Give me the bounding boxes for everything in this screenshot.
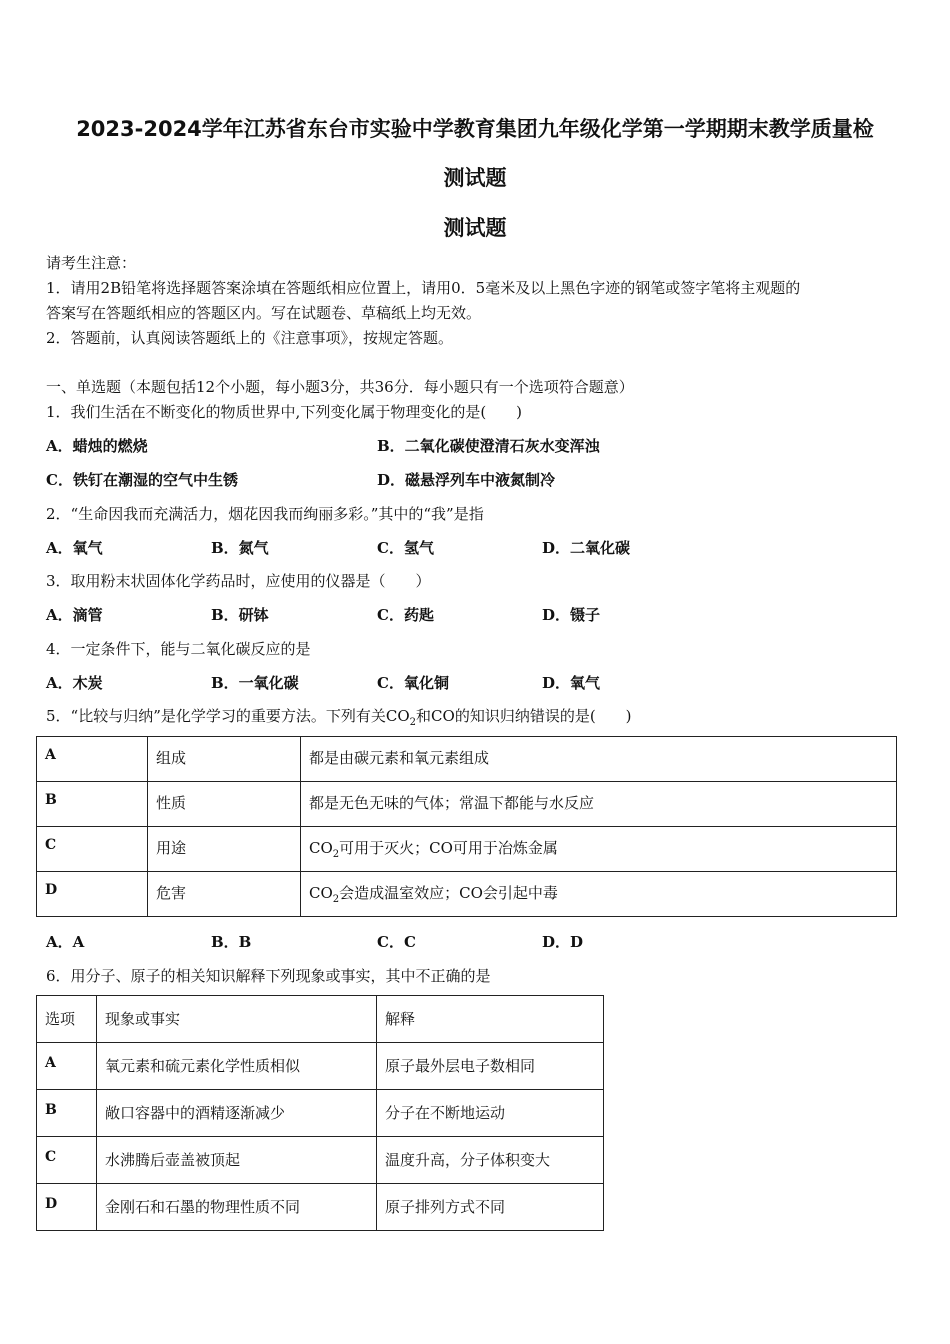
q6-header-phenomenon: 现象或事实 <box>97 996 377 1043</box>
q3-option-b: B．研钵 <box>211 606 269 624</box>
q2-option-c: C．氢气 <box>377 539 434 557</box>
table-row <box>37 872 897 917</box>
q3-option-a: A．滴管 <box>46 606 103 624</box>
q1-option-b: B．二氧化碳使澄清石灰水变浑浊 <box>377 437 600 455</box>
q4-option-a: A．木炭 <box>46 674 103 692</box>
table-row <box>37 827 897 872</box>
q4-option-d: D．氧气 <box>542 674 601 692</box>
q5-row-topic: 危害 <box>148 872 301 917</box>
notice-item-2: 2．答题前，认真阅读答题纸上的《注意事项》，按规定答题。 <box>46 329 454 347</box>
table-row <box>37 737 897 782</box>
q6-row-label: C <box>37 1137 97 1184</box>
exam-title-line2: 测试题 <box>443 166 507 190</box>
notice-item-1a: 1．请用2B铅笔将选择题答案涂填在答题纸相应位置上，请用0．5毫米及以上黑色字迹的钢笔或签字笔将主观题的 <box>46 279 801 297</box>
q1-option-c: C．铁钉在潮湿的空气中生锈 <box>46 471 238 489</box>
exam-subtitle: 测试题 <box>443 216 507 240</box>
q5-row-statement: $CO_2$会造成温室效应；CO会引起中毒 <box>301 872 897 917</box>
q5-option-a: A．A <box>46 933 85 951</box>
q4-option-b: B．一氧化碳 <box>211 674 299 692</box>
q5-row-statement: $CO_2$可用于灭火；CO可用于冶炼金属 <box>301 827 897 872</box>
q5-option-d: D．D <box>542 933 584 951</box>
q5-row-statement: 都是无色无味的气体；常温下都能与水反应 <box>301 782 897 827</box>
q6-row-label: B <box>37 1090 97 1137</box>
q5-row-topic: 用途 <box>148 827 301 872</box>
section-heading: 一、单选题（本题包括12个小题，每小题3分，共36分．每小题只有一个选项符合题意） <box>46 378 634 396</box>
q5-row-topic: 组成 <box>148 737 301 782</box>
q5-row-label: C <box>37 827 148 872</box>
q1-option-d: D．磁悬浮列车中液氮制冷 <box>377 471 556 489</box>
q6-header-explanation: 解释 <box>377 996 604 1043</box>
q1-option-a: A．蜡烛的燃烧 <box>46 437 148 455</box>
q3-option-d: D．镊子 <box>542 606 601 624</box>
q5-row-label: B <box>37 782 148 827</box>
q6-row-explanation: 温度升高，分子体积变大 <box>377 1137 604 1184</box>
q6-row-explanation: 原子排列方式不同 <box>377 1184 604 1231</box>
table-row <box>37 1137 604 1184</box>
q6-table <box>36 995 604 1231</box>
q6-row-phenomenon: 水沸腾后壶盖被顶起 <box>97 1137 377 1184</box>
q6-row-phenomenon: 敞口容器中的酒精逐渐减少 <box>97 1090 377 1137</box>
question-3-stem: 3．取用粉末状固体化学药品时，应使用的仪器是（ ） <box>46 572 431 590</box>
question-5-stem: 5．“比较与归纳”是化学学习的重要方法。下列有关$CO_2$和CO的知识归纳错误的是( ) <box>46 707 632 728</box>
q2-option-a: A．氧气 <box>46 539 103 557</box>
question-4-stem: 4．一定条件下，能与二氧化碳反应的是 <box>46 640 311 658</box>
q6-row-explanation: 原子最外层电子数相同 <box>377 1043 604 1090</box>
q5-option-c: C．C <box>377 933 416 951</box>
notice-heading: 请考生注意： <box>46 254 137 272</box>
q2-option-d: D．二氧化碳 <box>542 539 631 557</box>
q5-table <box>36 736 897 917</box>
q6-row-phenomenon: 氧元素和硫元素化学性质相似 <box>97 1043 377 1090</box>
table-row <box>37 1090 604 1137</box>
q3-option-c: C．药匙 <box>377 606 434 624</box>
q5-row-label: A <box>37 737 148 782</box>
q6-row-explanation: 分子在不断地运动 <box>377 1090 604 1137</box>
q5-option-b: B．B <box>211 933 252 951</box>
q6-header-option: 选项 <box>37 996 97 1043</box>
notice-item-1b: 答案写在答题纸相应的答题区内。写在试题卷、草稿纸上均无效。 <box>46 304 482 322</box>
table-row <box>37 1043 604 1090</box>
q5-row-statement: 都是由碳元素和氧元素组成 <box>301 737 897 782</box>
exam-title-line1: 2023-2024学年江苏省东台市实验中学教育集团九年级化学第一学期期末教学质量检 <box>76 117 874 141</box>
q5-row-topic: 性质 <box>148 782 301 827</box>
q4-option-c: C．氧化铜 <box>377 674 449 692</box>
question-1-stem: 1．我们生活在不断变化的物质世界中,下列变化属于物理变化的是( ) <box>46 403 523 421</box>
table-row <box>37 1184 604 1231</box>
question-2-stem: 2．“生命因我而充满活力，烟花因我而绚丽多彩。”其中的“我”是指 <box>46 505 484 523</box>
q6-row-label: A <box>37 1043 97 1090</box>
q5-row-label: D <box>37 872 148 917</box>
q6-row-phenomenon: 金刚石和石墨的物理性质不同 <box>97 1184 377 1231</box>
q2-option-b: B．氮气 <box>211 539 269 557</box>
table-header-row <box>37 996 604 1043</box>
question-6-stem: 6．用分子、原子的相关知识解释下列现象或事实，其中不正确的是 <box>46 967 491 985</box>
table-row <box>37 782 897 827</box>
q6-row-label: D <box>37 1184 97 1231</box>
